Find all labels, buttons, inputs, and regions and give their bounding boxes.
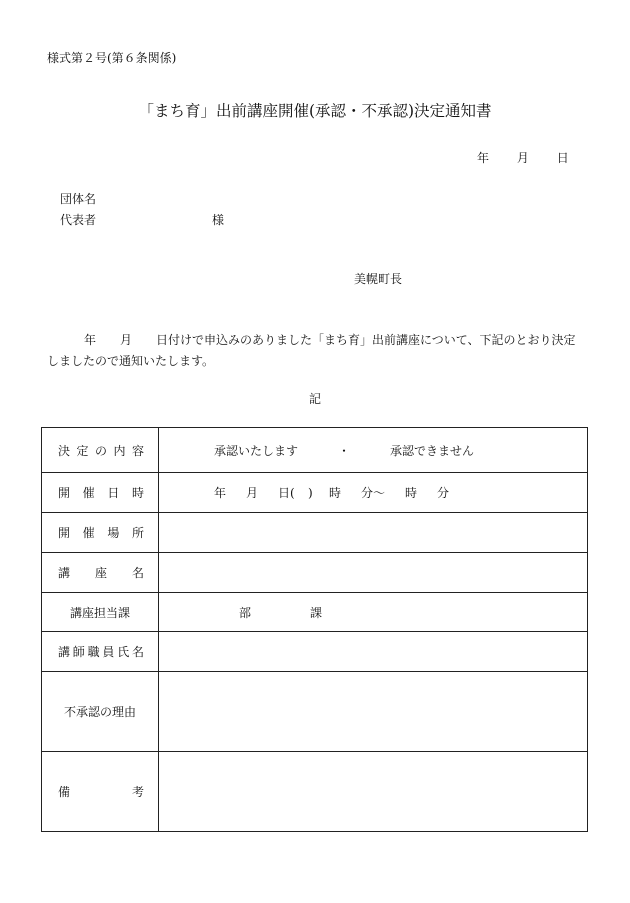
- remarks-label-cell: [42, 752, 159, 832]
- decision-value-cell: [159, 428, 588, 473]
- date-month: 月: [516, 151, 529, 165]
- table-row-datetime: [42, 473, 588, 513]
- table-row-remarks: [42, 752, 588, 832]
- table-row-lecturer: [42, 632, 588, 672]
- datetime-hour1: 時: [329, 486, 342, 500]
- remarks-label: 備 考: [58, 785, 144, 799]
- ki-heading: 記: [308, 392, 321, 406]
- dept-ka: 課: [310, 605, 323, 620]
- decision-separator: ・: [338, 443, 351, 458]
- lecturer-label: 講 師 職 員 氏 名: [58, 645, 144, 659]
- dept-value-cell: [159, 593, 588, 632]
- course-label-cell: [42, 553, 159, 593]
- remarks-value-cell: [159, 752, 588, 832]
- decision-label-cell: [42, 428, 159, 473]
- table-row-dept: [42, 593, 588, 632]
- datetime-label: 開 催 日 時: [58, 486, 144, 500]
- datetime-minute1: 分～: [361, 486, 386, 500]
- course-label: 講 座 名: [58, 566, 144, 580]
- form-number: 様式第２号(第６条関係): [47, 51, 177, 65]
- decision-table: [41, 427, 588, 832]
- reason-label-cell: 不承認の理由: [42, 672, 159, 752]
- datetime-label-cell: [42, 473, 159, 513]
- decision-label: 決 定 の 内 容: [58, 443, 144, 458]
- date-line: [477, 149, 569, 166]
- datetime-hour2: 時: [405, 486, 418, 500]
- datetime-value-cell: [159, 473, 588, 513]
- body-text: 年 月 日付けで申込みのありました「まち育」出前講座について、下記のとおり決定しましたので通知いたします。: [47, 333, 576, 368]
- table-row-reason: [42, 672, 588, 752]
- reason-value-cell: [159, 672, 588, 752]
- honorific: 様: [212, 213, 225, 227]
- table-row-venue: [42, 513, 588, 553]
- datetime-year: 年: [214, 486, 227, 500]
- date-year: 年: [477, 151, 490, 165]
- datetime-day: 日(: [278, 486, 295, 500]
- lecturer-label-cell: [42, 632, 159, 672]
- datetime-month: 月: [246, 486, 259, 500]
- datetime-minute2: 分: [437, 486, 450, 500]
- document-title: 「まち育」出前講座開催(承認・不承認)決定通知書: [138, 102, 492, 120]
- venue-label: 開 催 場 所: [58, 526, 144, 540]
- decision-approve: 承認いたします: [214, 443, 299, 458]
- course-value-cell: [159, 553, 588, 593]
- representative-label: 代表者: [60, 213, 97, 227]
- issuer: 美幌町長: [354, 272, 403, 286]
- date-day: 日: [556, 151, 569, 165]
- venue-value-cell: [159, 513, 588, 553]
- datetime-close: ): [308, 486, 313, 500]
- organization-label: 団体名: [60, 192, 97, 206]
- dept-label-cell: 講座担当課: [42, 593, 159, 632]
- table-row-decision: [42, 428, 588, 473]
- dept-bu: 部: [239, 605, 252, 620]
- table-row-course: [42, 553, 588, 593]
- lecturer-value-cell: [159, 632, 588, 672]
- decision-reject: 承認できません: [390, 443, 475, 458]
- venue-label-cell: [42, 513, 159, 553]
